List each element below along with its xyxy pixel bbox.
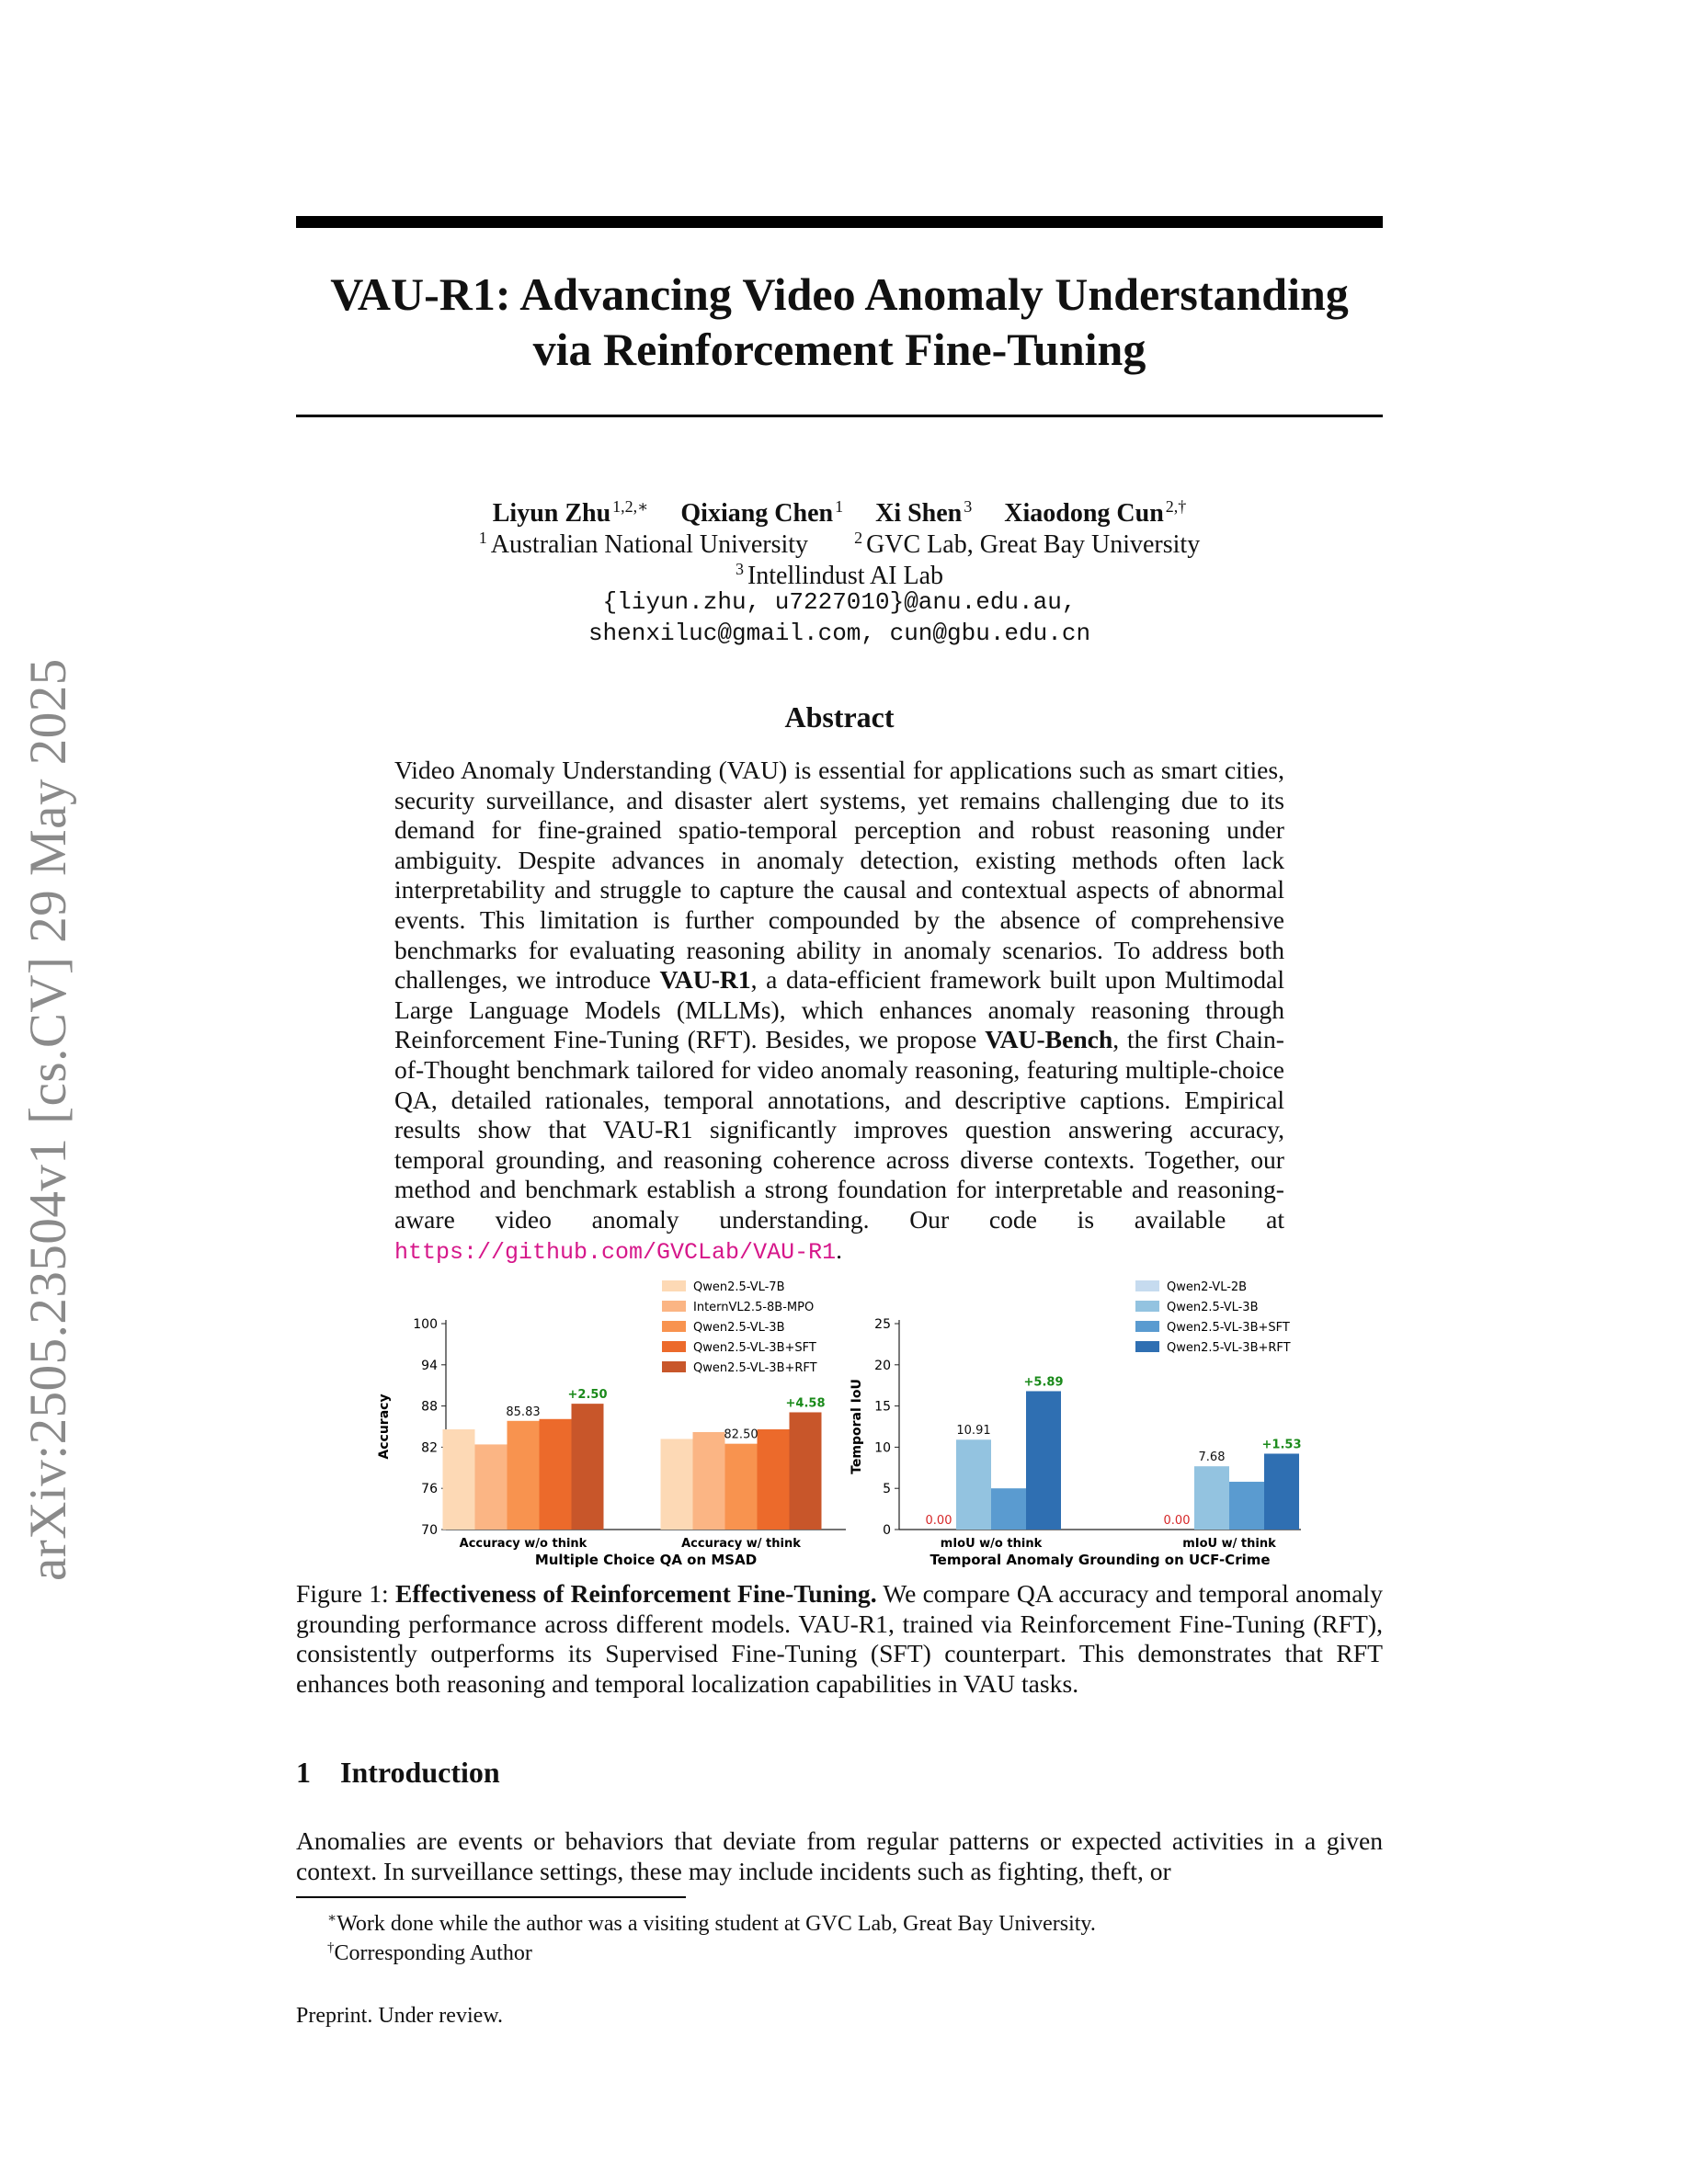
legend-label: Qwen2.5-VL-3B+RFT (693, 1361, 817, 1375)
y-tick-label: 94 (421, 1358, 438, 1373)
legend-label: Qwen2.5-VL-3B+SFT (1167, 1321, 1290, 1335)
data-label: +4.58 (785, 1396, 826, 1411)
legend-swatch (1135, 1321, 1159, 1332)
bar (1229, 1482, 1264, 1530)
paper-title (296, 267, 1383, 377)
bar (991, 1488, 1026, 1530)
legend-label: Qwen2.5-VL-3B+SFT (693, 1341, 816, 1355)
x-tick-label: Accuracy w/ think (681, 1537, 801, 1551)
figure-1 (349, 1276, 1306, 1570)
y-tick-label: 20 (874, 1358, 891, 1373)
author: Qixiang Chen $^1$ (680, 497, 844, 528)
legend-swatch (662, 1341, 686, 1352)
bar (693, 1432, 725, 1530)
author: Liyun Zhu $^{1,2,∗}$ (492, 497, 649, 528)
data-label: +5.89 (1023, 1375, 1064, 1390)
title-rule-top (296, 216, 1383, 228)
bar (508, 1421, 540, 1530)
data-label: 7.68 (1198, 1450, 1226, 1465)
y-tick-label: 25 (874, 1317, 891, 1332)
author: Xiaodong Cun $^{2,\dagger}$ (1004, 497, 1187, 528)
affiliation-line-2: $^3$ Intellindust AI Lab (735, 560, 944, 590)
bar (443, 1429, 475, 1530)
y-tick-label: 5 (883, 1482, 891, 1497)
legend-swatch (662, 1321, 686, 1332)
legend-swatch (662, 1280, 686, 1291)
x-tick-label: Accuracy w/o think (459, 1537, 587, 1551)
preprint-note: Preprint. Under review. (296, 2004, 504, 2028)
email-line-1: {liyun.zhu, u7227010}@anu.edu.au, (602, 588, 1077, 616)
x-tick-label: mIoU w/o think (940, 1537, 1043, 1551)
code-link[interactable]: https://github.com/GVCLab/VAU-R1 (394, 1238, 837, 1266)
chart-title: Multiple Choice QA on MSAD (534, 1552, 758, 1568)
y-tick-label: 15 (874, 1399, 891, 1415)
affiliation-line-1: $^1$ Australian National University $^2$ GVC Lab, Great Bay University (478, 529, 1201, 559)
figure-caption: Figure 1: Effectiveness of Reinforcement Fine-Tuning. We compare QA accuracy and temporal anomaly grounding performance across different models. VAU-R1, trained via Reinforcement Fine-Tuning (RFT), consistently outperforms its Supervised Fine-Tuning (SFT) counterpart. This demonstrates that RFT enhances both reasoning and temporal localization capabilities in VAU tasks. (296, 1579, 1383, 1698)
bar (572, 1404, 604, 1530)
emph-vau-r1: VAU-R1 (659, 965, 751, 995)
bar (790, 1412, 822, 1530)
data-label: 82.50 (724, 1428, 758, 1442)
author: Xi Shen $^3$ (875, 497, 973, 528)
bar (661, 1439, 693, 1530)
bar (725, 1444, 758, 1530)
legend-label: Qwen2.5-VL-3B+RFT (1167, 1341, 1291, 1355)
legend-swatch (662, 1301, 686, 1312)
data-label: 0.00 (925, 1514, 952, 1528)
data-label: +2.50 (567, 1388, 608, 1403)
arxiv-side-stamp: arXiv:2505.23504v1 [cs.CV] 29 May 2025 (19, 658, 77, 1581)
footnote-1: ∗Work done while the author was a visiting student at GVC Lab, Great Bay University. (327, 1911, 1096, 1936)
y-tick-label: 76 (421, 1482, 438, 1497)
bar (1026, 1391, 1061, 1530)
bar (540, 1419, 572, 1530)
chart-title: Temporal Anomaly Grounding on UCF-Crime (930, 1552, 1271, 1568)
footnote-rule (296, 1896, 686, 1898)
y-tick-label: 70 (421, 1523, 438, 1538)
abstract-body: Video Anomaly Understanding (VAU) is essential for applications such as smart cities, security surveillance, and disaster alert systems, yet remains challenging due to its demand for fine-grained spatio-temporal perception and robust reasoning under ambiguity. Despite advances in anomaly detection, existing methods often lack interpretability and struggle to capture the causal and contextual aspects of abnormal events. This limitation is further compounded by the absence of comprehensive benchmarks for evaluating reasoning ability in anomaly scenarios. To address both challenges, we introduce VAU-R1, a data-efficient framework built upon Multimodal Large Language Models (MLLMs), which enhances anomaly reasoning through Reinforcement Fine-Tuning (RFT). Besides, we propose VAU-Bench, the first Chain-of-Thought benchmark tailored for video anomaly reasoning, featuring multiple-choice QA, detailed rationales, temporal annotations, and descriptive captions. Empirical results show that VAU-R1 significantly improves question answering accuracy, temporal grounding, and reasoning coherence across diverse contexts. Together, our method and benchmark establish a strong foundation for interpretable and reasoning-aware video anomaly understanding. Our code is available at https://github.com/GVCLab/VAU-R1. (394, 756, 1284, 1266)
legend-swatch (1135, 1341, 1159, 1352)
bar (1264, 1453, 1299, 1530)
intro-paragraph: Anomalies are events or behaviors that deviate from regular patterns or expected activities in a given context. In surveillance settings, these may include incidents such as fighting, theft, or (296, 1826, 1383, 1885)
legend-swatch (662, 1361, 686, 1372)
bar (758, 1429, 790, 1530)
y-tick-label: 82 (421, 1440, 438, 1456)
legend-label: InternVL2.5-8B-MPO (693, 1301, 815, 1314)
y-axis-label: Temporal IoU (850, 1379, 864, 1474)
footnote-2: †Corresponding Author (327, 1940, 532, 1965)
section-heading-introduction: 1 Introduction (296, 1756, 500, 1789)
bar (1194, 1466, 1229, 1530)
data-label: 85.83 (506, 1405, 541, 1419)
email-line-2: shenxiluc@gmail.com, cun@gbu.edu.cn (587, 620, 1091, 647)
legend-label: Qwen2.5-VL-3B (693, 1321, 785, 1335)
bar (475, 1444, 508, 1530)
y-tick-label: 100 (413, 1317, 438, 1332)
figure-charts (349, 1276, 1306, 1570)
legend-swatch (1135, 1280, 1159, 1291)
y-axis-label: Accuracy (377, 1393, 392, 1460)
x-tick-label: mIoU w/ think (1182, 1537, 1276, 1551)
emph-vau-bench: VAU-Bench (985, 1025, 1113, 1054)
legend-swatch (1135, 1301, 1159, 1312)
title-rule-bottom (296, 415, 1383, 417)
legend-label: Qwen2.5-VL-3B (1167, 1301, 1259, 1314)
y-tick-label: 10 (874, 1440, 891, 1456)
data-label: 0.00 (1163, 1514, 1191, 1528)
title-line-1: VAU-R1: Advancing Video Anomaly Understanding (330, 268, 1349, 320)
data-label: 10.91 (956, 1424, 991, 1439)
bar (956, 1439, 991, 1530)
y-tick-label: 88 (421, 1399, 438, 1415)
data-label: +1.53 (1261, 1438, 1302, 1452)
abstract-heading: Abstract (784, 700, 895, 734)
legend-label: Qwen2-VL-2B (1167, 1280, 1248, 1294)
legend-label: Qwen2.5-VL-7B (693, 1280, 785, 1294)
y-tick-label: 0 (883, 1523, 891, 1538)
title-line-2: via Reinforcement Fine-Tuning (532, 324, 1146, 375)
